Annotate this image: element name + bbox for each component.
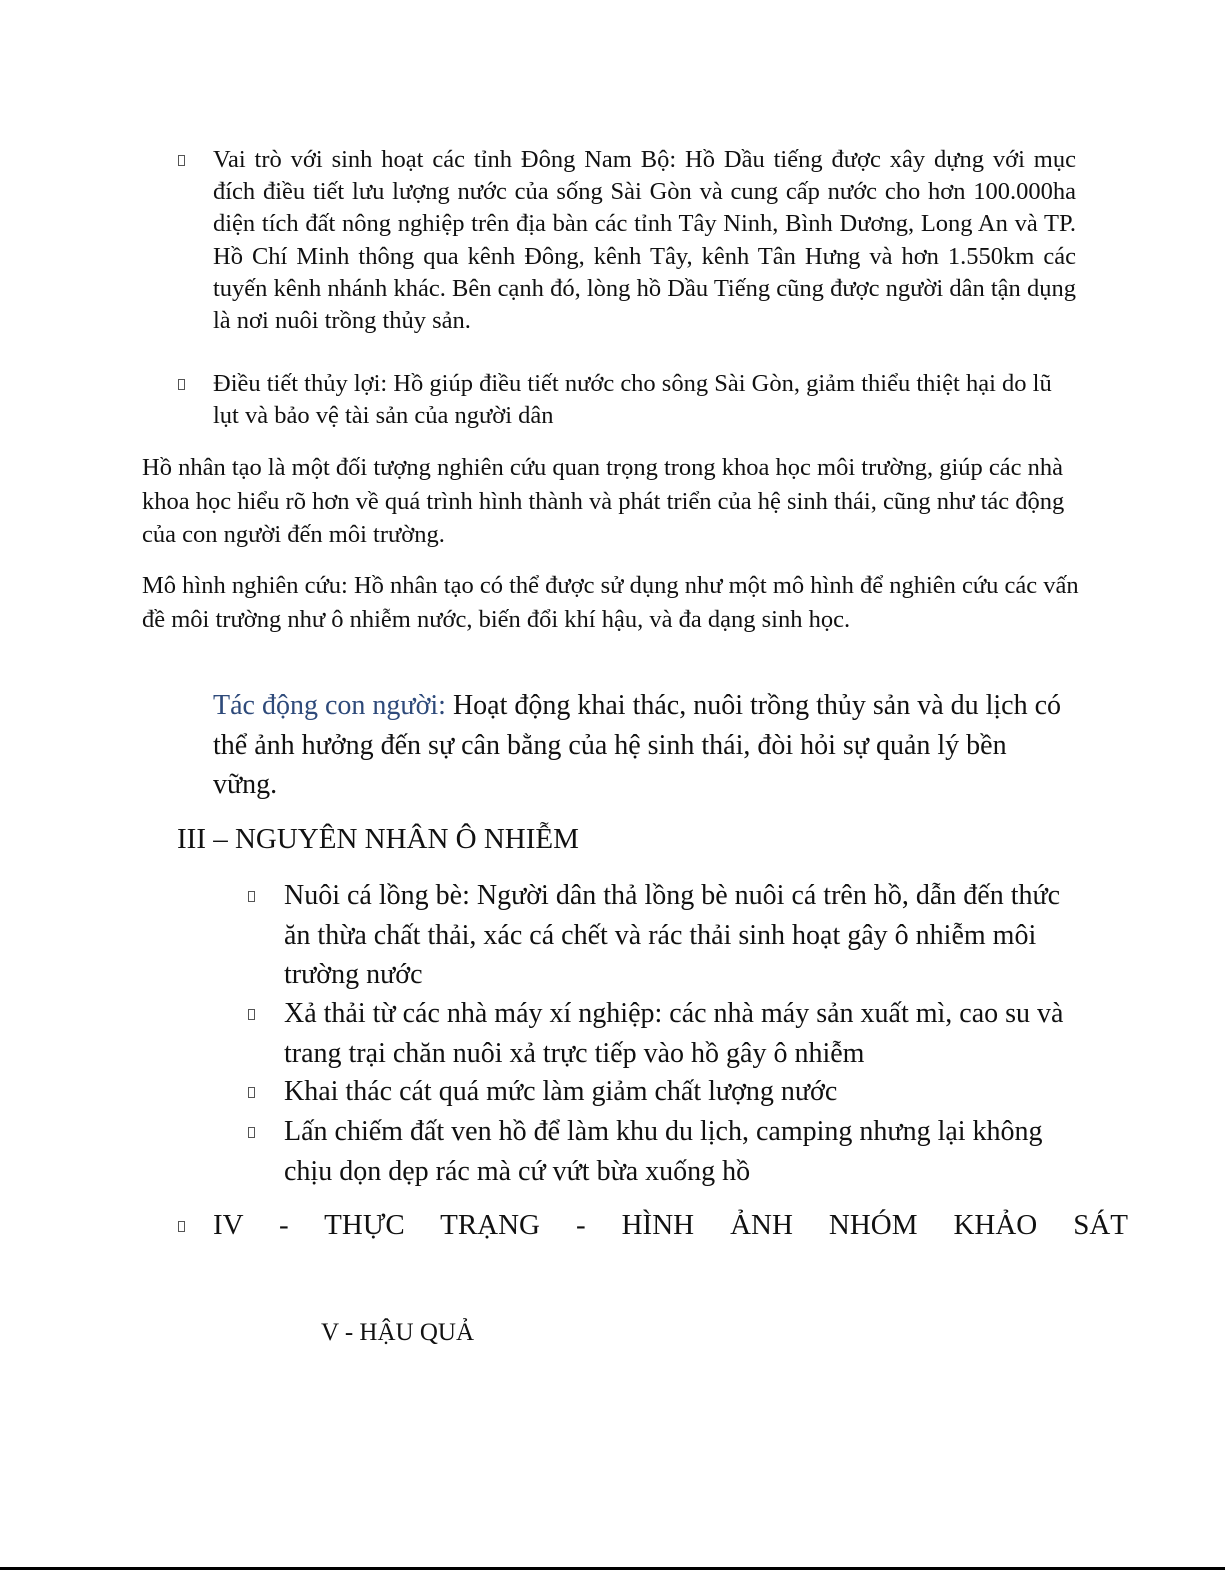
heading-section-3: III – NGUYÊN NHÂN Ô NHIỄM (177, 823, 579, 855)
paragraph: Hồ nhân tạo là một đối tượng nghiên cứu quan trọng trong khoa học môi trường, giúp các nhà khoa học hiểu rõ hơn về quá trình hình thành và phát triển của hệ sinh thái, cũng như tác động của con người đến môi trường. (142, 454, 1065, 548)
heading-section-4: IV - THỰC TRẠNG - HÌNH ẢNH NHÓM KHẢO SÁT (213, 1209, 1128, 1241)
bullet-icon (248, 1087, 255, 1098)
bullet-icon (178, 379, 185, 390)
heading-section-5: V - HẬU QUẢ (321, 1319, 475, 1346)
bullet-icon (248, 1127, 255, 1138)
bullet-text: Điều tiết thủy lợi: Hồ giúp điều tiết nước cho sông Sài Gòn, giảm thiểu thiệt hại do lũ lụt và bảo vệ tài sản của người dân (213, 370, 1052, 430)
bullet-text: Vai trò với sinh hoạt các tỉnh Đông Nam Bộ: Hồ Dầu tiếng được xây dựng với mục đích điều tiết lưu lượng nước của sống Sài Gòn và cung cấp nước cho hơn 100.000ha diện tích đất nông nghiệp trên địa bàn các tỉnh Tây Ninh, Bình Dương, Long An và TP. Hồ Chí Minh thông qua kênh Đông, kênh Tây, kênh Tân Hưng và hơn 1.550km các tuyến kênh nhánh khác. Bên cạnh đó, lòng hồ Dầu Tiếng cũng được người dân tận dụng là nơi nuôi trồng thủy sản. (213, 146, 1076, 335)
bullet-icon (178, 1221, 185, 1232)
cause-text: Nuôi cá lồng bè: Người dân thả lồng bè nuôi cá trên hồ, dẫn đến thức ăn thừa chất thải, xác cá chết và rác thải sinh hoạt gây ô nhiễm môi trường nước (284, 880, 1061, 990)
bullet-icon (248, 1009, 255, 1020)
paragraph: Mô hình nghiên cứu: Hồ nhân tạo có thể được sử dụng như một mô hình để nghiên cứu các vấn đề môi trường như ô nhiễm nước, biến đổi khí hậu, và đa dạng sinh học. (142, 572, 1079, 633)
cause-text: Xả thải từ các nhà máy xí nghiệp: các nhà máy sản xuất mì, cao su và trang trại chăn nuôi xả trực tiếp vào hồ gây ô nhiễm (284, 998, 1064, 1069)
page-bottom-border (0, 1567, 1225, 1570)
human-impact-text: Hoạt động khai thác, nuôi trồng thủy sản và du lịch có thể ảnh hưởng đến sự cân bằng của hệ sinh thái, đòi hỏi sự quản lý bền vững. (213, 690, 1062, 800)
cause-text: Khai thác cát quá mức làm giảm chất lượng nước (284, 1076, 838, 1107)
bullet-icon (178, 155, 185, 166)
human-impact-paragraph (213, 686, 1073, 805)
human-impact-label: Tác động con người: (213, 690, 446, 721)
bullet-icon (248, 891, 255, 902)
cause-text: Lấn chiếm đất ven hồ để làm khu du lịch, camping nhưng lại không chịu dọn dẹp rác mà cứ vứt bừa xuống hồ (284, 1116, 1043, 1187)
